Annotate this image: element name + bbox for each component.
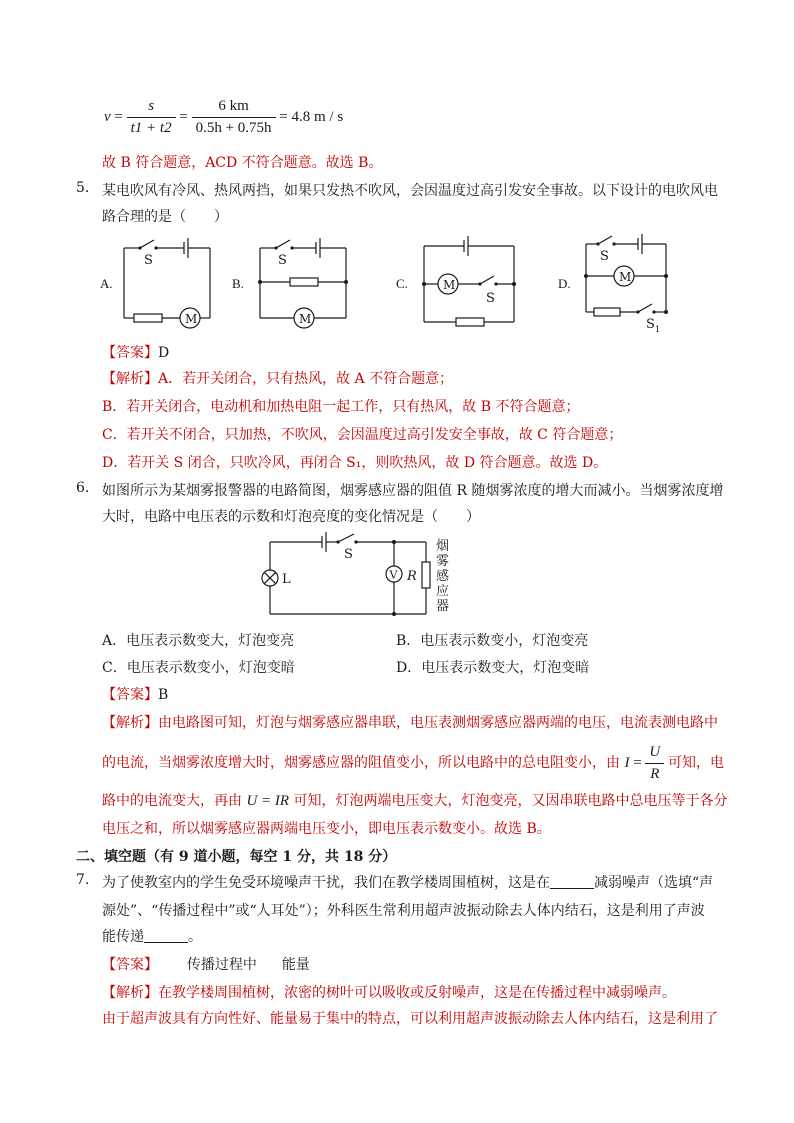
q5-d-motor-label: M <box>619 270 632 284</box>
q7-stem-line1b: 减弱噪声（选填“声 <box>594 875 714 891</box>
q7-stem-line3a: 能传递 <box>102 929 144 945</box>
q5-circuit-b <box>254 230 354 330</box>
ohm-u: U <box>649 744 661 760</box>
q5-circuit-d <box>580 228 676 336</box>
q6-option-b: B．电压表示数变小，灯泡变亮 <box>396 633 589 649</box>
q5-analysis-line-3: C．若开关不闭合，只加热，不吹风，会因温度过高引发安全事故，故 C 符合题意； <box>102 427 623 443</box>
formula-fraction-2 <box>192 98 276 137</box>
q5-d-switch2-sub: 1 <box>655 325 661 334</box>
velocity-formula <box>104 98 343 137</box>
q5-d-switch2-label: S <box>646 317 655 332</box>
q6-option-c: C．电压表示数变小，灯泡变暗 <box>102 660 295 676</box>
q7-stem-3 <box>102 926 202 946</box>
q5-answer <box>102 342 169 362</box>
q7-analysis-line-1: 在教学楼周围植树，浓密的树叶可以吸收或反射噪声，这是在传播过程中减弱噪声。 <box>158 985 676 1001</box>
q7-blank-2[interactable] <box>144 928 188 943</box>
q6-answer-value: B <box>158 687 169 703</box>
q5-analysis-1 <box>102 368 453 388</box>
ohm-r: R <box>645 763 664 783</box>
q6-analysis-line-3a: 路中的电流变大，再由 <box>102 793 242 809</box>
q5-option-c-label: C. <box>396 276 408 291</box>
q7-answer-2: 能量 <box>281 957 310 973</box>
q7-answer-tag: 【答案】 <box>102 957 158 973</box>
q6-sensor-char-1: 烟 <box>436 539 450 554</box>
q6-stem-line1: 如图所示为某烟雾报警器的电路简图，烟雾感应器的阻值 R 随烟雾浓度的增大而减小。当烟雾浓度增 <box>102 483 724 499</box>
q5-analysis-tag: 【解析】 <box>102 371 158 387</box>
q7-stem-line3b: 。 <box>188 929 202 945</box>
ohm-i: I <box>624 754 630 771</box>
q6-stem-line2: 大时，电路中电压表的示数和灯泡亮度的变化情况是（ ） <box>102 509 480 525</box>
q6-analysis-line-2b: 可知，电 <box>668 754 725 771</box>
q5-c-switch-label: S <box>486 291 495 306</box>
q6-sensor-char-5: 器 <box>436 599 450 614</box>
formula-fraction-1 <box>127 98 176 137</box>
q5-analysis-line-2: B．若开关闭合，电动机和加热电阻一起工作，只有热风，故 B 不符合题意； <box>102 399 580 415</box>
q5-option-a-label: A. <box>100 276 113 291</box>
q5-option-b-label: B. <box>232 276 244 291</box>
q5-number: 5. <box>76 180 90 196</box>
q6-sensor-char-2: 雾 <box>436 554 450 569</box>
q6-analysis-line-2a: 的电流，当烟雾浓度增大时，烟雾感应器的阻值变小，所以电路中的总电阻变小，由 <box>102 754 620 771</box>
formula-eq: = <box>114 108 123 125</box>
q5-stem-line2: 路合理的是（ ） <box>102 209 228 225</box>
q6-lamp-label: L <box>282 572 291 587</box>
q6-option-a: A．电压表示数变大，灯泡变亮 <box>102 633 295 649</box>
q6-analysis-2 <box>102 744 724 783</box>
q5-circuit-c <box>418 232 522 330</box>
q5-c-motor-label: M <box>443 278 456 292</box>
q5-circuit-a <box>118 230 218 330</box>
q6-resistor-label: R <box>407 569 417 584</box>
q6-voltmeter-label: V <box>389 568 398 582</box>
formula-v: v <box>104 108 111 125</box>
formula-distance: 6 km <box>218 98 249 114</box>
q6-option-d: D．电压表示数变大，灯泡变暗 <box>396 660 590 676</box>
formula-time-sum: 0.5h + 0.75h <box>192 117 276 137</box>
formula-result: = 4.8 m / s <box>279 108 344 125</box>
q7-stem-line2: 源处”、“传播过程中”或“人耳处”）；外科医生常利用超声波振动除去人体内结石，这是利用了声波 <box>102 903 705 919</box>
ohm-law-fraction <box>624 744 668 782</box>
q4-conclusion: 故 B 符合题意，ACD 不符合题意。故选 B。 <box>102 155 383 171</box>
ohm-eq: = <box>633 754 642 771</box>
q7-answer-1: 传播过程中 <box>186 957 257 973</box>
q5-answer-tag: 【答案】 <box>102 345 158 361</box>
q6-answer-tag: 【答案】 <box>102 687 158 703</box>
q6-sensor-char-3: 感 <box>436 569 450 584</box>
q6-switch-label: S <box>344 547 353 562</box>
q5-answer-value: D <box>158 345 170 361</box>
q7-analysis-line-2: 由于超声波具有方向性好、能量易于集中的特点，可以利用超声波振动除去人体内结石，这是利用了 <box>102 1011 718 1027</box>
formula-t1t2: t1 + t2 <box>127 117 176 137</box>
q7-stem-1 <box>102 872 713 892</box>
q6-analysis-tag: 【解析】 <box>102 715 158 731</box>
q6-analysis-line-3b: 可知，灯泡两端电压变大，灯泡变亮，又因串联电路中总电压等于各分 <box>293 793 728 809</box>
q5-analysis-line-4: D．若开关 S 闭合，只吹冷风，再闭合 S₁，则吹热风，故 D 符合题意。故选 D。 <box>102 455 608 471</box>
q5-d-switch-label: S <box>600 249 609 264</box>
ohm-u-over-r <box>645 744 664 783</box>
q5-a-switch-label: S <box>144 253 153 268</box>
formula-s: s <box>148 98 155 114</box>
q5-a-motor-label: M <box>185 312 198 326</box>
q6-circuit <box>258 530 458 620</box>
q6-analysis-line-1: 由电路图可知，灯泡与烟雾感应器串联，电压表测烟雾感应器两端的电压，电流表测电路中 <box>158 715 718 731</box>
ohm-u-ir: U = IR <box>246 793 290 809</box>
q7-analysis-tag: 【解析】 <box>102 985 158 1001</box>
q7-blank-1[interactable] <box>550 874 594 889</box>
q7-answer <box>102 954 310 974</box>
q5-stem-line1: 某电吹风有冷风、热风两挡，如果只发热不吹风，会因温度过高引发安全事故。以下设计的电吹风电 <box>102 183 718 199</box>
q5-b-motor-label: M <box>299 312 312 326</box>
q7-number: 7. <box>76 872 90 888</box>
q6-analysis-line-4: 电压之和，所以烟雾感应器两端电压变小，即电压表示数变小。故选 B。 <box>102 821 551 837</box>
q5-b-switch-label: S <box>278 253 287 268</box>
section-2-heading: 二、填空题（有 9 道小题，每空 1 分，共 18 分） <box>76 849 397 865</box>
q7-stem-line1a: 为了使教室内的学生免受环境噪声干扰，我们在教学楼周围植树，这是在 <box>102 875 550 891</box>
q6-number: 6. <box>76 480 90 496</box>
formula-eq-2: = <box>179 108 188 125</box>
q6-analysis-1 <box>102 712 718 732</box>
q5-option-d-label: D. <box>558 276 571 291</box>
q6-sensor-char-4: 应 <box>436 584 450 599</box>
q6-answer <box>102 684 168 704</box>
q7-analysis-1 <box>102 982 676 1002</box>
q5-analysis-line-1: A．若开关闭合，只有热风，故 A 不符合题意； <box>158 371 454 387</box>
q6-analysis-3 <box>102 790 728 810</box>
